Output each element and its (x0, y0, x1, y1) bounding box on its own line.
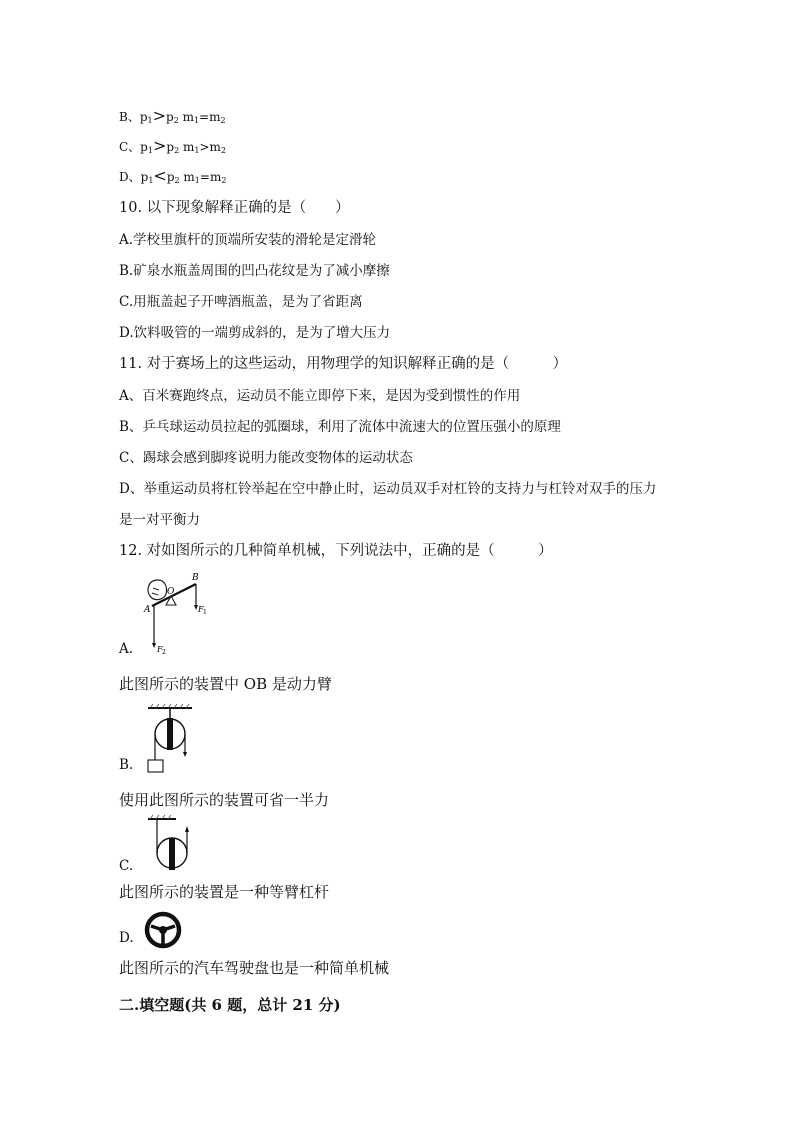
q10-option-b: B.矿泉水瓶盖周围的凹凸花纹是为了减小摩擦 (119, 263, 390, 279)
q10-option-a: A.学校里旗杆的顶端所安装的滑轮是定滑轮 (119, 232, 377, 248)
q11-stem: 11. 对于赛场上的这些运动，用物理学的知识解释正确的是（ ） (119, 356, 568, 372)
q9-option-d: D、$p_1<p_2$ $m_1=m_2$ (119, 166, 227, 185)
q11-option-c: C、踢球会感到脚疼说明力能改变物体的运动状态 (119, 450, 413, 466)
label-f2: F (157, 645, 163, 654)
q12-option-c-text: 此图所示的装置是一种等臂杠杆 (119, 883, 330, 901)
movable-pulley-figure (140, 813, 200, 873)
q12-option-d-letter: D. (119, 930, 134, 946)
q9-option-c: C、$p_1>p_2$ $m_1>m_2$ (119, 136, 226, 155)
label-b: B (192, 573, 199, 583)
q12-option-c-letter: C. (119, 858, 134, 874)
lever-figure (140, 570, 215, 660)
label-f2-sub: 2 (162, 649, 166, 656)
q10-option-d: D.饮料吸管的一端剪成斜的，是为了增大压力 (119, 325, 391, 341)
label-f1: F (198, 605, 204, 614)
q10-option-c: C.用瓶盖起子开啤酒瓶盖，是为了省距离 (119, 294, 363, 310)
label-f1-sub: 1 (203, 609, 207, 616)
label-a: A (144, 605, 151, 615)
q9-option-b: B、$p_1>p_2$ $m_1=m_2$ (119, 106, 226, 125)
steering-wheel-figure (144, 911, 182, 949)
q12-stem: 12. 对如图所示的几种简单机械，下列说法中，正确的是（ ） (119, 543, 553, 559)
q11-option-d-continuation: 是一对平衡力 (119, 512, 200, 528)
q12-option-d-text: 此图所示的汽车驾驶盘也是一种简单机械 (119, 959, 390, 977)
q10-stem: 10. 以下现象解释正确的是（ ） (119, 200, 350, 216)
label-o: O (167, 587, 175, 597)
q12-option-a-text: 此图所示的装置中 OB 是动力臂 (119, 675, 332, 693)
q11-option-a: A、百米赛跑终点，运动员不能立即停下来，是因为受到惯性的作用 (119, 388, 521, 404)
fixed-pulley-figure (140, 702, 200, 776)
q11-option-d: D、举重运动员将杠铃举起在空中静止时，运动员双手对杠铃的支持力与杠铃对双手的压力 (119, 481, 657, 497)
section-2-title: 二.填空题(共 6 题，总计 21 分) (119, 996, 341, 1014)
q12-option-b-text: 使用此图所示的装置可省一半力 (119, 791, 330, 809)
q12-option-b-letter: B. (119, 757, 134, 773)
q11-option-b: B、乒乓球运动员拉起的弧圈球，利用了流体中流速大的位置压强小的原理 (119, 419, 561, 435)
q12-option-a-letter: A. (119, 641, 134, 657)
